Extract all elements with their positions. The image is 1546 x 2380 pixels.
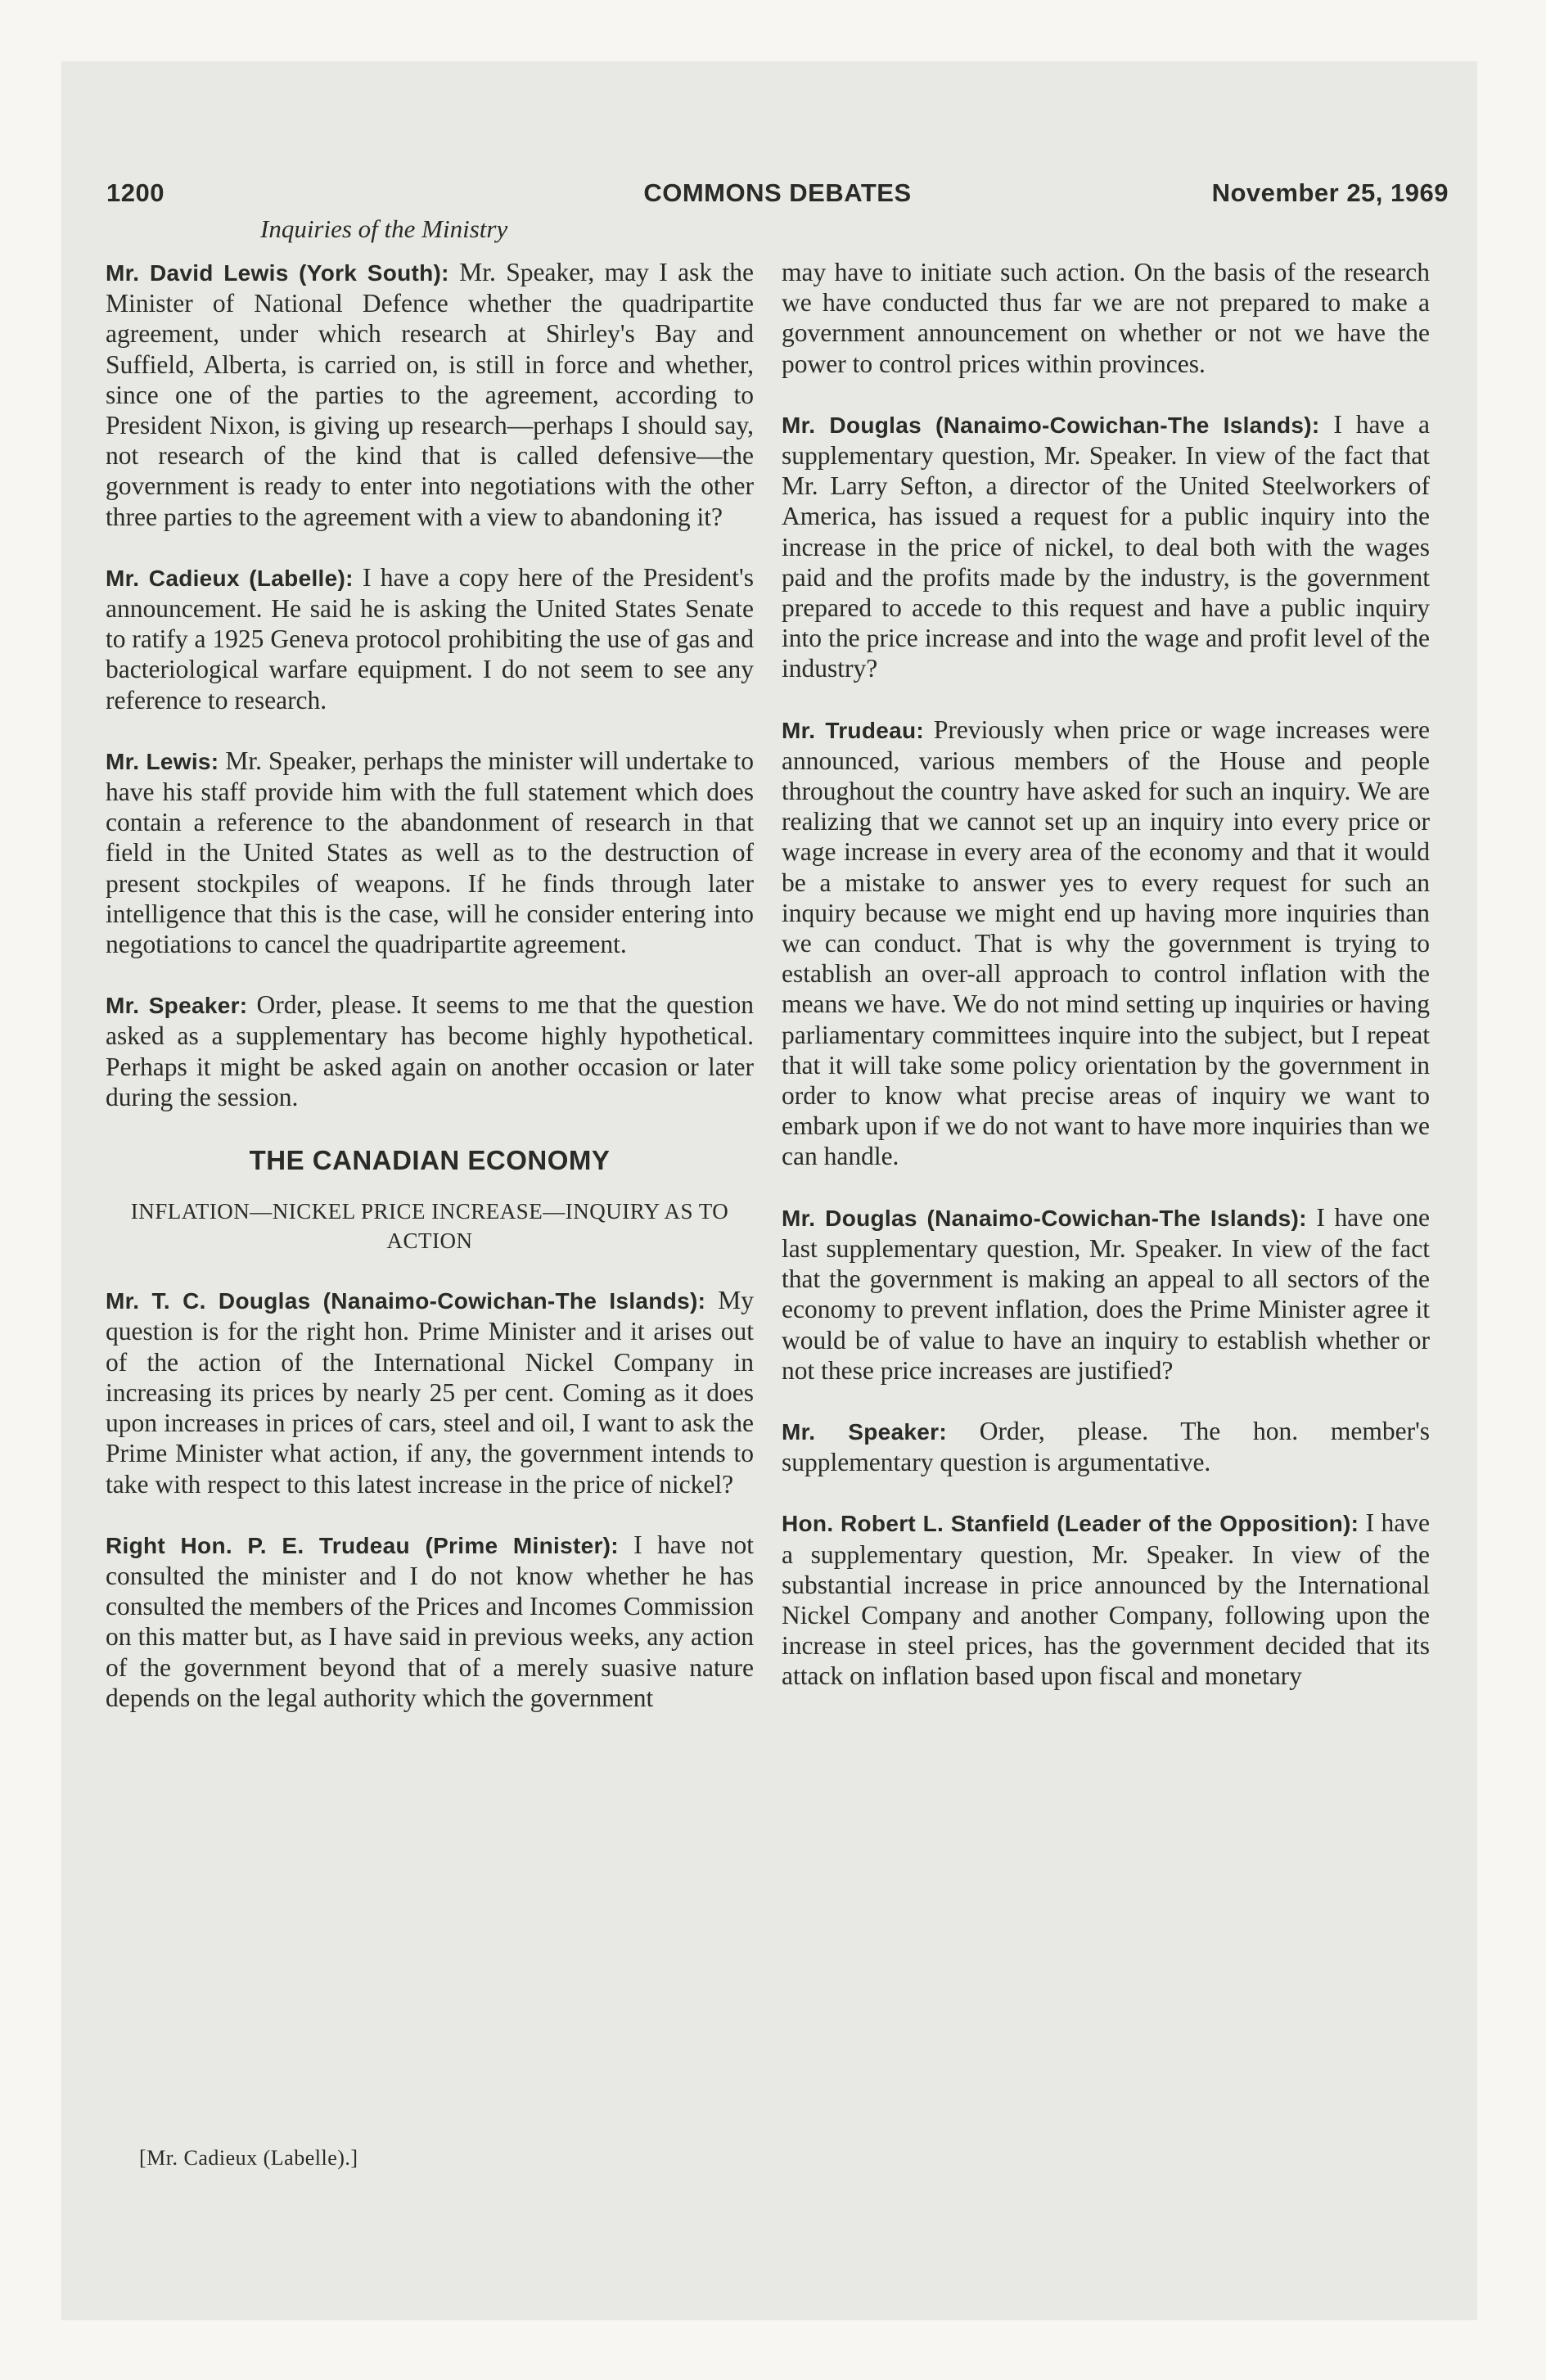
paragraph <box>106 1530 754 1713</box>
paragraph <box>782 1202 1430 1386</box>
speaker-name: Mr. Lewis: <box>106 748 219 774</box>
page-number: 1200 <box>106 178 165 207</box>
speaker-name: Mr. Speaker: <box>782 1418 947 1445</box>
paragraph <box>106 746 754 959</box>
speaker-name: Hon. Robert L. Stanfield (Leader of the Opposition): <box>782 1511 1359 1537</box>
speaker-name: Mr. Speaker: <box>106 993 248 1019</box>
paragraph-text: I have one last supplementary question, Mr. Speaker. In view of the fact that the government is making an appeal to all sectors of the economy to prevent inflation, does the Prime Minister agree it would be of value to have an inquiry to establish whether or not these price increases are justified? <box>782 1202 1431 1385</box>
speaker-name: Mr. Douglas (Nanaimo-Cowichan-The Islands): <box>782 1205 1307 1231</box>
paragraph <box>106 1285 754 1499</box>
footer-note: [Mr. Cadieux (Labelle).] <box>139 2146 358 2170</box>
paragraph-text: My question is for the right hon. Prime Minister and it arises out of the action of the International Nickel Company in increasing its prices by nearly 25 per cent. Coming as it does upon increases in prices of cars, steel and oil, I want to ask the Prime Minister what action, if any, the government intends to take with respect to this latest increase in the price of nickel? <box>106 1286 755 1499</box>
speaker-name: Mr. Cadieux (Labelle): <box>106 565 354 591</box>
paragraph <box>782 257 1430 379</box>
paragraph-text: I have a supplementary question, Mr. Speaker. In view of the substantial increase in price announced by the International Nickel Company and another Company, following upon the increase in steel prices, has the government decided that its attack on inflation based upon fiscal and monetary <box>782 1508 1431 1691</box>
paragraph <box>782 409 1430 684</box>
issue-date: November 25, 1969 <box>1211 178 1449 207</box>
section-heading: THE CANADIAN ECONOMY <box>249 1145 611 1176</box>
paragraph-text: Mr. Speaker, may I ask the Minister of National Defence whether the quadripartite agreement, under which research at Shirley's Bay and Suffield, Alberta, is carried on, is still in force and whether, since one of the parties to the agreement, according to President Nixon, is giving up research—perhaps I should say, not research of the kind that is called defensive—the government is ready to enter into negotiations with the other three parties to the agreement with a view to abandoning it? <box>106 258 754 531</box>
paragraph-text: Order, please. The hon. member's supplementary question is argumentative. <box>782 1416 1431 1477</box>
paragraph <box>106 989 754 1112</box>
speaker-name: Mr. Douglas (Nanaimo-Cowichan-The Islands): <box>782 412 1320 438</box>
paragraph <box>782 1508 1430 1691</box>
speaker-name: Mr. T. C. Douglas (Nanaimo-Cowichan-The Islands): <box>106 1288 706 1314</box>
left-column <box>106 257 754 1743</box>
paragraph-text: Mr. Speaker, perhaps the minister will undertake to have his staff provide him with the full statement which does contain a reference to the abandonment of research in that field in the United States as well as to the destruction of present stockpiles of weapons. If he finds through later intelligence that this is the case, will he consider entering into negotiations to cancel the quadripartite agreement. <box>106 746 754 959</box>
page-header <box>106 178 1449 219</box>
subsection-heading: INFLATION—NICKEL PRICE INCREASE—INQUIRY AS TO ACTION <box>130 1199 729 1254</box>
right-column <box>782 257 1430 1722</box>
paragraph-text: I have a copy here of the President's announcement. He said he is asking the United States Senate to ratify a 1925 Geneva protocol prohibiting the use of gas and bacteriological warfare equipment. I do not seem to see any reference to research. <box>106 562 754 714</box>
paragraph <box>782 1416 1430 1477</box>
paragraph-text: I have not consulted the minister and I do not know whether he has consulted the members of the Prices and Incomes Commission on this matter but, as I have said in previous weeks, any action of the government beyond that of a merely suasive nature depends on the legal authority which the government <box>106 1530 754 1712</box>
paragraph-text: I have a supplementary question, Mr. Speaker. In view of the fact that Mr. Larry Sefton, a director of the United Steelworkers of America, has issued a request for a public inquiry into the increase in the price of nickel, to deal both with the wages paid and the profits made by the industry, is the government prepared to accede to this request and have a public inquiry into the price increase and into the wage and profit level of the industry? <box>782 409 1431 683</box>
paragraph-text: may have to initiate such action. On the basis of the research we have conducted thus far we are not prepared to make a government announcement on whether or not we have the power to control prices within provinces. <box>782 258 1430 378</box>
section-subheader: Inquiries of the Ministry <box>260 214 508 243</box>
speaker-name: Mr. David Lewis (York South): <box>106 260 449 286</box>
paragraph-text: Order, please. It seems to me that the question asked as a supplementary has become highly hypothetical. Perhaps it might be asked again on another occasion or later during the session. <box>106 990 754 1111</box>
speaker-name: Mr. Trudeau: <box>782 717 925 743</box>
paragraph <box>782 714 1430 1172</box>
paragraph-text: Previously when price or wage increases were announced, various members of the House and people throughout the country have asked for such an inquiry. We are realizing that we cannot set up an inquiry into every price or wage increase in every area of the economy and that it would be a mistake to answer yes to every request for such an inquiry because we might end up having more inquiries than we can conduct. That is why the government is trying to establish an over-all approach to control inflation with the means we have. We do not mind setting up inquiries or having parliamentary committees inquire into the subject, but I repeat that it will take some policy orientation by the government in order to know what precise areas of inquiry we want to embark upon if we do not want to have more inquiries than we can handle. <box>782 714 1430 1171</box>
journal-title: COMMONS DEBATES <box>643 178 912 207</box>
paragraph <box>106 257 754 532</box>
speaker-name: Right Hon. P. E. Trudeau (Prime Minister): <box>106 1532 619 1558</box>
paragraph <box>106 562 754 715</box>
